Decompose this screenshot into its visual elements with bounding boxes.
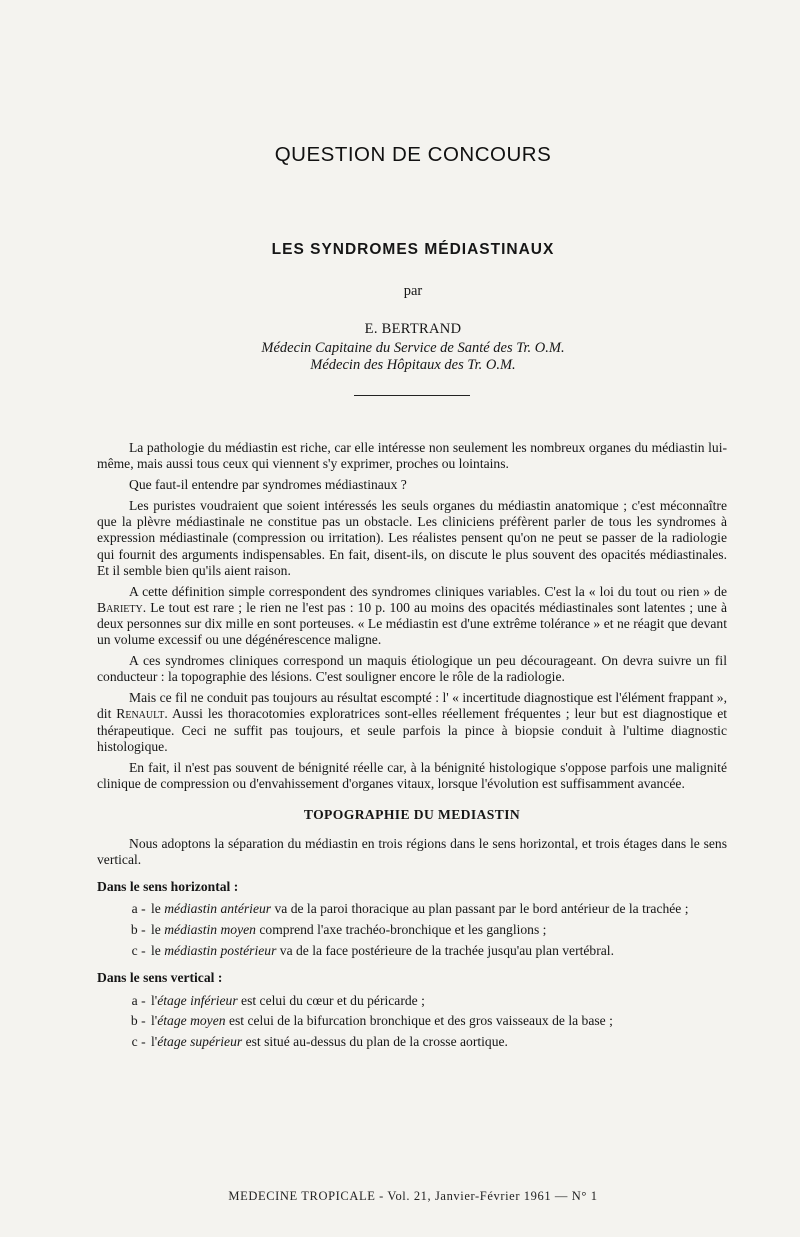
article-body — [97, 440, 727, 1055]
title-divider — [354, 395, 470, 396]
paragraph-loi-tout-ou-rien — [97, 584, 727, 649]
term-etage-inferieur: étage inférieur — [157, 992, 238, 1008]
author-affiliation-1: Médecin Capitaine du Service de Santé des Tr. O.M. — [261, 340, 565, 356]
p6-text-a: Mais ce fil ne conduit pas toujours au résultat escompté : l' « incertitude diagnostique est l'élément frappant », dit — [97, 690, 727, 722]
section-title: QUESTION DE CONCOURS — [274, 143, 552, 166]
author-ref-renault: Renault — [116, 706, 165, 722]
list-marker: a - — [131, 901, 149, 917]
list-item: c - l'étage supérieur est situé au-dessus du plan de la crosse aortique. — [97, 1034, 727, 1050]
paragraph-intro-1: La pathologie du médiastin est riche, car elle intéresse non seulement les nombreux organes du médiastin lui-même, mais aussi tous ceux qui viennent s'y exprimer, proches ou lointains. — [97, 440, 727, 472]
article-title: LES SYNDROMES MÉDIASTINAUX — [271, 241, 555, 258]
list-marker: c - — [131, 1034, 149, 1050]
term-mediastin-anterieur: médiastin antérieur — [164, 901, 272, 917]
term-etage-moyen: étage moyen — [157, 1013, 226, 1029]
paragraph-question: Que faut-il entendre par syndromes médiastinaux ? — [129, 476, 407, 492]
p4-text-a: A cette définition simple correspondent des syndromes cliniques variables. C'est la « loi du tout ou rien » de — [129, 583, 727, 599]
list-vertical — [97, 993, 727, 1051]
list-item: a - le médiastin antérieur va de la paroi thoracique au plan passant par le bord antérieur de la trachée ; — [97, 901, 727, 917]
list-marker: b - — [130, 922, 149, 938]
list-item: b - le médiastin moyen comprend l'axe trachéo-bronchique et les ganglions ; — [97, 922, 727, 938]
term-etage-superieur: étage supérieur — [157, 1034, 243, 1050]
paragraph-definitions: Les puristes voudraient que soient intéressés les seuls organes du médiastin anatomique ; c'est méconnaître que la plèvre médiastinale ne constitue pas un obstacle. Les cliniciens préfèrent parler de tous les syndromes à expression médiastinale (compression ou irritation). Les réalistes pensent qu'on ne peut se passer de la radiologie qui fournit des arguments indispensables. En fait, disent-ils, on discute le plus souvent des opacités médiastinales. Et il semble bien qu'ils aient raison. — [97, 497, 727, 578]
list-marker: b - — [130, 1013, 149, 1029]
paragraph-benignite: En fait, il n'est pas souvent de bénignité réelle car, à la bénignité histologique s'oppose parfois une malignité clinique de compression ou d'envahissement d'organes vitaux, lorsque l'évolution est suffisamment avancée. — [97, 759, 727, 791]
heading-sens-vertical: Dans le sens vertical : — [97, 970, 223, 986]
term-mediastin-moyen: médiastin moyen — [164, 922, 256, 938]
list-marker: c - — [131, 943, 149, 959]
byline-par: par — [403, 283, 423, 299]
journal-footer: MEDECINE TROPICALE - Vol. 21, Janvier-Février 1961 — N° 1 — [228, 1189, 598, 1203]
list-item: b - l'étage moyen est celui de la bifurcation bronchique et des gros vaisseaux de la base ; — [97, 1013, 727, 1029]
paragraph-topographie-intro: Nous adoptons la séparation du médiastin en trois régions dans le sens horizontal, et trois étages dans le sens vertical. — [97, 835, 727, 867]
paragraph-incertitude — [97, 690, 727, 755]
heading-topographie: TOPOGRAPHIE DU MEDIASTIN — [303, 807, 521, 823]
paragraph-maquis-etiologique: A ces syndromes cliniques correspond un maquis étiologique un peu décourageant. On devra suivre un fil conducteur : la topographie des lésions. C'est souligner encore le rôle de la radiologie. — [97, 653, 727, 685]
p4-text-b: . Le tout est rare ; le rien ne l'est pas : 10 p. 100 au moins des opacités médiastinales sont latentes ; une à deux personnes sur dix mille en sont porteuses. « Le médiastin est d'une extrême tolérance » et ne réagit que devant un volume excessif ou une dégénérescence maligne. — [97, 599, 727, 648]
list-item: c - le médiastin postérieur va de la face postérieure de la trachée jusqu'au plan vertébral. — [97, 943, 727, 959]
term-mediastin-posterieur: médiastin postérieur — [164, 943, 277, 959]
p6-text-b: . Aussi les thoracotomies exploratrices sont-elles réellement fréquentes ; leur but est diagnostique et thérapeutique. Ceci ne suffit pas toujours, et seule parfois la pince à biopsie conduit à l'ultime diagnostic histologique. — [97, 706, 728, 754]
list-item: a - l'étage inférieur est celui du cœur et du péricarde ; — [97, 993, 727, 1009]
author-ref-bariety: Bariety — [97, 599, 143, 615]
list-marker: a - — [131, 992, 149, 1008]
author-affiliation-2: Médecin des Hôpitaux des Tr. O.M. — [310, 357, 516, 373]
list-horizontal — [97, 901, 727, 959]
author-name: E. BERTRAND — [364, 321, 462, 337]
heading-sens-horizontal: Dans le sens horizontal : — [97, 879, 239, 895]
